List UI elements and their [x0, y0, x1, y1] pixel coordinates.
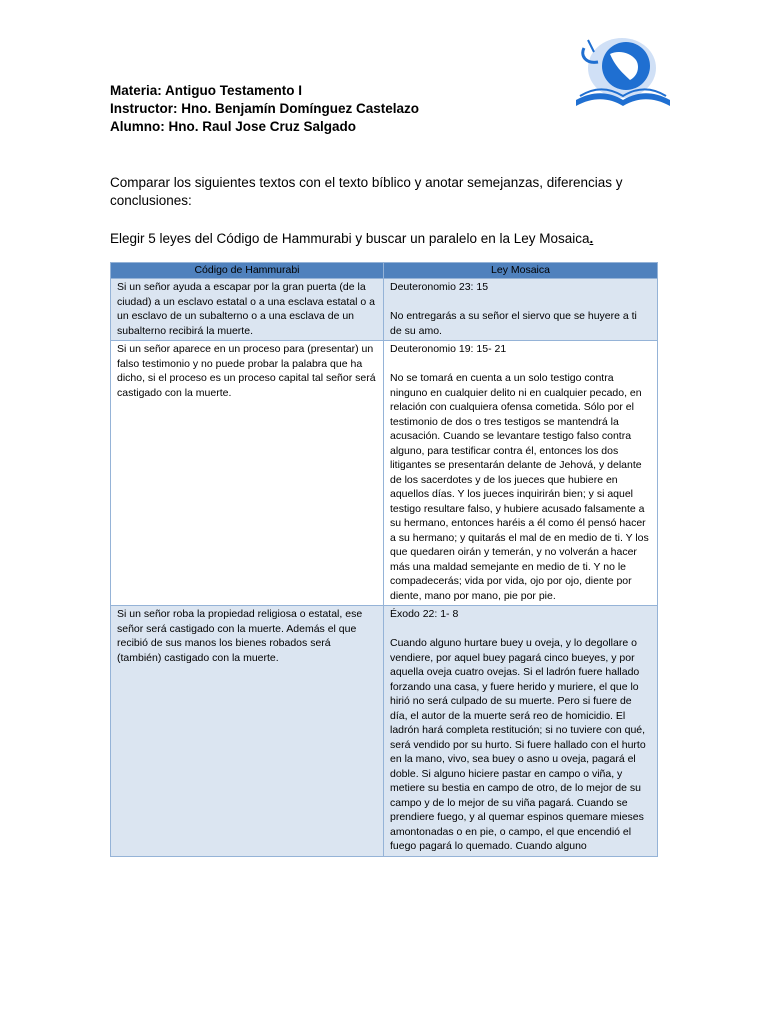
choose-instruction-text: Elegir 5 leyes del Código de Hammurabi y buscar un paralelo en la Ley Mosaica: [110, 231, 590, 246]
instructions: [110, 174, 670, 248]
scripture-reference: Éxodo 22: 1- 8: [390, 608, 459, 620]
institution-logo-icon: [570, 34, 676, 112]
column-header-mosaic-law: Ley Mosaica: [384, 263, 658, 279]
table-header-row: [111, 263, 658, 279]
subject-line: Materia: Antiguo Testamento I: [110, 83, 303, 98]
compare-instruction: Comparar los siguientes textos con el texto bíblico y anotar semejanzas, diferencias y conclusiones:: [110, 175, 623, 208]
mosaic-law-cell: [384, 606, 658, 857]
mosaic-law-cell: [384, 279, 658, 341]
scripture-text: No entregarás a su señor el siervo que se huyere a ti de su amo.: [390, 310, 637, 337]
hammurabi-law-cell: Si un señor roba la propiedad religiosa o estatal, ese señor será castigado con la muerte. Además el que recibió de sus manos los bienes robados será (también) castigado con la muerte.: [111, 606, 384, 857]
mosaic-law-cell: [384, 341, 658, 606]
table-row: [111, 341, 658, 606]
instructor-line: Instructor: Hno. Benjamín Domínguez Castelazo: [110, 101, 420, 116]
table-row: [111, 279, 658, 341]
document-header: [110, 82, 419, 136]
column-header-hammurabi: Código de Hammurabi: [111, 263, 384, 279]
hammurabi-law-cell: Si un señor aparece en un proceso para (presentar) un falso testimonio y no puede probar la palabra que ha dicho, si el proceso es un proceso capital tal señor será castigado con la muerte.: [111, 341, 384, 606]
choose-instruction: [110, 230, 670, 248]
student-line: Alumno: Hno. Raul Jose Cruz Salgado: [110, 119, 357, 134]
scripture-reference: Deuteronomio 23: 15: [390, 281, 489, 293]
choose-instruction-period: .: [589, 231, 594, 246]
hammurabi-law-cell: Si un señor ayuda a escapar por la gran puerta (de la ciudad) a un esclavo estatal o a una esclava estatal o a un esclavo de un subalterno o a una esclava de un subalterno recibirá la muerte.: [111, 279, 384, 341]
comparison-table: [110, 262, 658, 857]
scripture-reference: Deuteronomio 19: 15- 21: [390, 343, 507, 355]
scripture-text: Cuando alguno hurtare buey u oveja, y lo degollare o vendiere, por aquel buey pagará cinco bueyes, y por aquella oveja cuatro ovejas. Si el ladrón fuere hallado forzando una casa, y fuere herido y muriere, el que lo hirió no será culpado de su muerte. Pero si fuere de día, el autor de la muerte será reo de homicidio. El ladrón hará completa restitución; si no tuviere con qué, será vendido por su hurto. Si fuere hallado con el hurto en la mano, vivo, sea buey o asno u oveja, pagará el doble. Si alguno hiciere pastar en campo o viña, y metiere su bestia en campo de otro, de lo mejor de su campo y de lo mejor de su viña pagará. Cuando se prendiere fuego, y al quemar espinos quemare mieses amontonadas o en pie, o campo, el que encendió el fuego pagará lo quemado. Cuando alguno: [390, 637, 646, 852]
table-row: [111, 606, 658, 857]
scripture-text: No se tomará en cuenta a un solo testigo contra ninguno en cualquier delito ni en cualquier pecado, en relación con cualquiera ofensa cometida. Sólo por el testimonio de dos o tres testigos se mantendrá la acusación. Cuando se levantare testigo falso contra alguno, para testificar contra él, entonces los dos litigantes se presentarán delante de Jehová, y delante de los sacerdotes y de los jueces que hubiere en aquellos días. Y los jueces inquirirán bien; y si aquel testigo resultare falso, y hubiere acusado falsamente a su hermano, entonces haréis a él como él pensó hacer a su hermano; y quitarás el mal de en medio de ti. Y los que quedaren oirán y temerán, y no volverán a hacer más una maldad semejante en medio de ti. Y no le compadecerás; vida por vida, ojo por ojo, diente por diente, mano por mano, pie por pie.: [390, 372, 649, 602]
